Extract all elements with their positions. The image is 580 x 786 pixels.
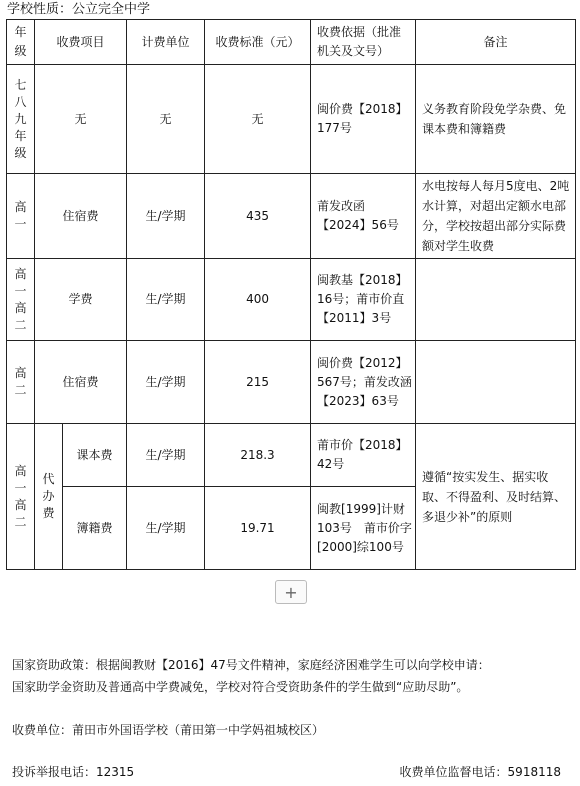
unit-cell: 生/学期 bbox=[127, 424, 205, 487]
item-cell: 课本费 bbox=[63, 424, 127, 487]
grade-cell: 七八九年级 bbox=[7, 65, 35, 174]
standard-cell: 218.3 bbox=[205, 424, 311, 487]
item-cell: 无 bbox=[35, 65, 127, 174]
policy-line-2: 国家助学金资助及普通高中学费减免，学校对符合受资助条件的学生做到“应助尽助”。 bbox=[12, 680, 469, 694]
table-row bbox=[7, 174, 576, 259]
header-item: 收费项目 bbox=[35, 20, 127, 65]
standard-cell: 215 bbox=[205, 341, 311, 424]
policy-line-1: 国家资助政策：根据闽教财【2016】47号文件精神，家庭经济困难学生可以向学校申请： bbox=[12, 658, 490, 672]
note-cell: 义务教育阶段免学杂费、免课本费和簿籍费 bbox=[416, 65, 576, 174]
unit-cell: 无 bbox=[127, 65, 205, 174]
agency-fee-group-cell: 代办费 bbox=[35, 424, 63, 570]
grade-cell: 高一高二 bbox=[7, 259, 35, 341]
table-row bbox=[7, 259, 576, 341]
school-type-label: 学校性质：公立完全中学 bbox=[7, 2, 151, 17]
standard-cell: 19.71 bbox=[205, 487, 311, 570]
header-grade: 年级 bbox=[7, 20, 35, 65]
basis-cell: 闽价费【2012】567号；莆发改涵【2023】63号 bbox=[311, 341, 416, 424]
standard-cell: 无 bbox=[205, 65, 311, 174]
item-cell: 学费 bbox=[35, 259, 127, 341]
note-cell: 水电按每人每月5度电、2吨水计算，对超出定额水电部分，学校按超出部分实际费额对学生收费 bbox=[416, 174, 576, 259]
table-row bbox=[7, 341, 576, 424]
note-cell: 遵循“按实发生、据实收取、不得盈利、及时结算、多退少补”的原则 bbox=[416, 424, 576, 570]
basis-cell: 闽价费【2018】177号 bbox=[311, 65, 416, 174]
supervise-phone: 收费单位监督电话：5918118 bbox=[399, 765, 561, 779]
complaint-phone: 投诉举报电话：12315 bbox=[12, 765, 135, 779]
basis-cell: 闽教[1999]计财103号 莆市价字[2000]综100号 bbox=[311, 487, 416, 570]
unit-cell: 生/学期 bbox=[127, 341, 205, 424]
add-row-button[interactable]: + bbox=[275, 580, 307, 604]
note-cell bbox=[416, 259, 576, 341]
basis-cell: 莆发改函【2024】56号 bbox=[311, 174, 416, 259]
table-header-row bbox=[7, 20, 576, 65]
table-row bbox=[7, 424, 576, 487]
basis-cell: 闽教基【2018】16号；莆市价直【2011】3号 bbox=[311, 259, 416, 341]
grade-cell: 高一高二 bbox=[7, 424, 35, 570]
standard-cell: 435 bbox=[205, 174, 311, 259]
grade-cell: 高二 bbox=[7, 341, 35, 424]
note-cell bbox=[416, 341, 576, 424]
fee-table bbox=[6, 19, 576, 570]
header-unit: 计费单位 bbox=[127, 20, 205, 65]
standard-cell: 400 bbox=[205, 259, 311, 341]
unit-cell: 生/学期 bbox=[127, 174, 205, 259]
collector-unit: 收费单位：莆田市外国语学校（莆田第一中学妈祖城校区） bbox=[12, 723, 325, 737]
header-basis: 收费依据（批准机关及文号） bbox=[311, 20, 416, 65]
unit-cell: 生/学期 bbox=[127, 487, 205, 570]
table-row bbox=[7, 65, 576, 174]
header-standard: 收费标准（元） bbox=[205, 20, 311, 65]
item-cell: 住宿费 bbox=[35, 341, 127, 424]
unit-cell: 生/学期 bbox=[127, 259, 205, 341]
header-note: 备注 bbox=[416, 20, 576, 65]
grade-cell: 高一 bbox=[7, 174, 35, 259]
item-cell: 住宿费 bbox=[35, 174, 127, 259]
item-cell: 簿籍费 bbox=[63, 487, 127, 570]
basis-cell: 莆市价【2018】42号 bbox=[311, 424, 416, 487]
